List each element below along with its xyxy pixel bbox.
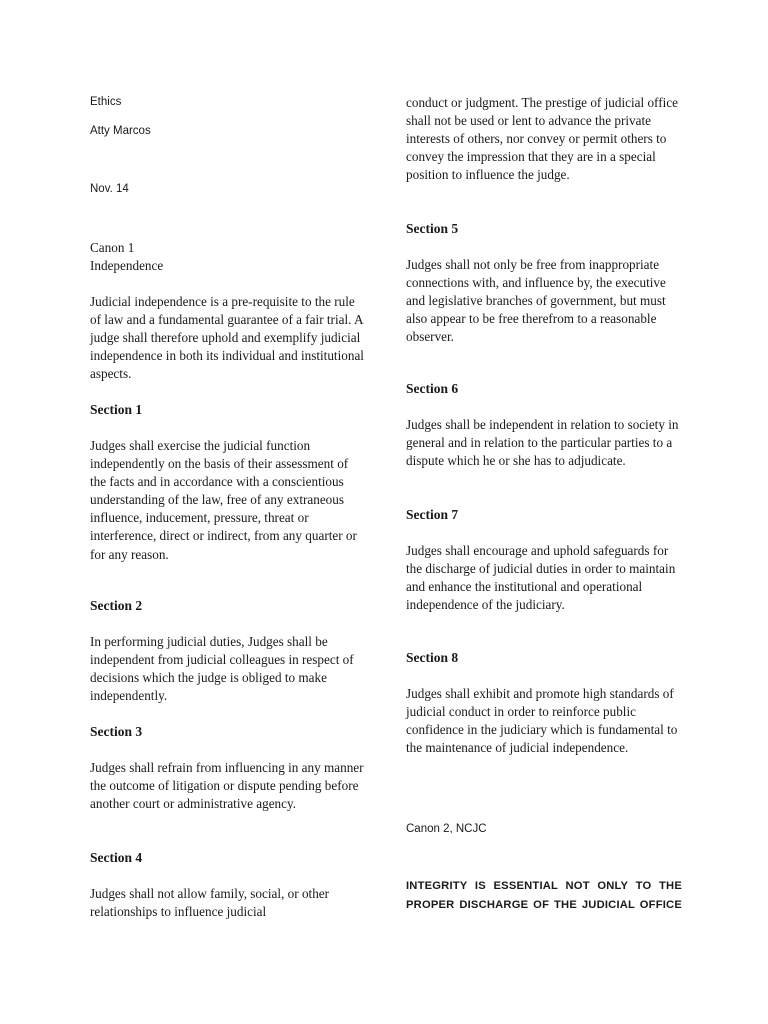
- canon2-title: Canon 2, NCJC: [406, 823, 487, 835]
- section-7-heading: Section 7: [406, 507, 459, 522]
- course-title: Ethics: [90, 96, 122, 108]
- instructor-name: Atty Marcos: [90, 125, 151, 137]
- section-7-text: Judges shall encourage and uphold safeguards for the discharge of judicial duties in order to maintain and enhance the institutional and operational independence of the judiciary.: [406, 543, 676, 613]
- section-2-text: In performing judicial duties, Judges shall be independent from judicial colleagues in respect of decisions which the judge is obliged to make independently.: [90, 634, 354, 704]
- section-6-heading: Section 6: [406, 381, 459, 396]
- section-1-text: Judges shall exercise the judicial function independently on the basis of their assessment of the facts and in accordance with a conscientious understanding of the law, free of any extraneous influence, inducement, pressure, threat or interference, direct or indirect, from any quarter or for any reason.: [90, 438, 357, 562]
- section-2-heading: Section 2: [90, 598, 143, 613]
- canon1-title: Canon 1: [90, 240, 135, 255]
- lecture-date: Nov. 14: [90, 183, 129, 195]
- canon2-heading-line2: PROPER DISCHARGE OF THE JUDICIAL OFFICE: [406, 899, 682, 911]
- section-5-text: Judges shall not only be free from inappropriate connections with, and influence by, the executive and legislative branches of government, but must also appear to be free therefrom to a reasonable observer.: [406, 257, 666, 345]
- section-1-heading: Section 1: [90, 402, 143, 417]
- section-4-text-part1: Judges shall not allow family, social, or other relationships to influence judicial: [90, 886, 330, 920]
- section-3-heading: Section 3: [90, 724, 143, 739]
- section-4-text-part2: conduct or judgment. The prestige of judicial office shall not be used or lent to advance the private interests of others, nor convey or permit others to convey the impression that they are in a special position to influence the judge.: [406, 95, 678, 183]
- section-8-heading: Section 8: [406, 650, 459, 665]
- section-6-text: Judges shall be independent in relation to society in general and in relation to the particular parties to a dispute which he or she has to adjudicate.: [406, 417, 679, 469]
- section-4-heading: Section 4: [90, 850, 143, 865]
- canon2-heading-line1: INTEGRITY IS ESSENTIAL NOT ONLY TO THE: [406, 880, 682, 892]
- section-3-text: Judges shall refrain from influencing in any manner the outcome of litigation or dispute pending before another court or administrative agency.: [90, 760, 364, 812]
- section-8-text: Judges shall exhibit and promote high standards of judicial conduct in order to reinforce public confidence in the judiciary which is fundamental to the maintenance of judicial independence.: [406, 686, 678, 756]
- canon1-subtitle: Independence: [90, 258, 164, 273]
- section-5-heading: Section 5: [406, 221, 459, 236]
- canon1-intro: Judicial independence is a pre-requisite to the rule of law and a fundamental guarantee of a fair trial. A judge shall therefore uphold and exemplify judicial independence in both its individual and institutional aspects.: [90, 294, 364, 382]
